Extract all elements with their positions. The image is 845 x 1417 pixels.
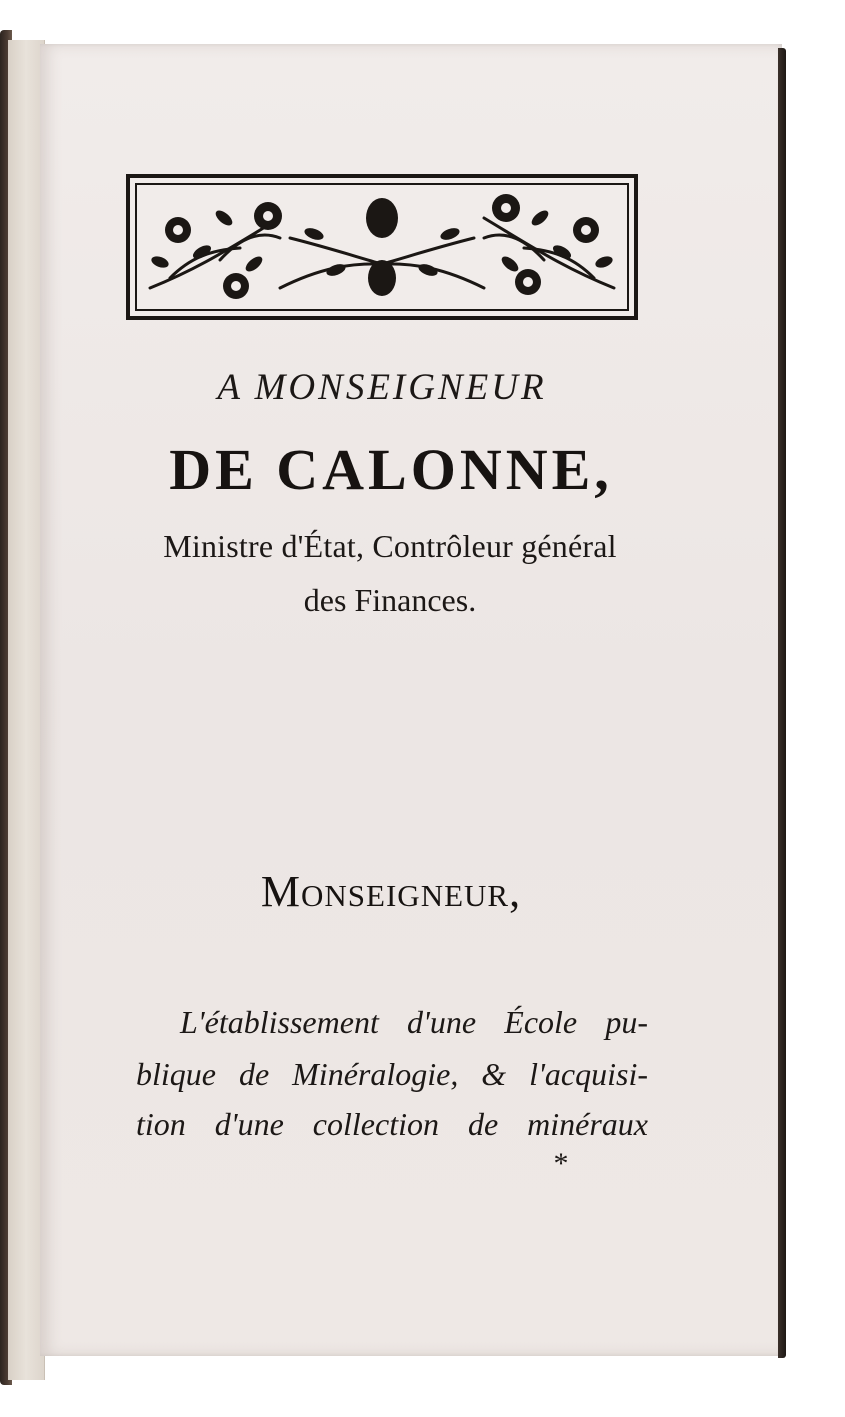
body-line-2: blique de Minéralogie, & l'acquisi- (136, 1056, 648, 1092)
salutation: Monseigneur, (260, 867, 522, 916)
dedication-title-line-2: des Finances. (303, 582, 477, 618)
body-line-1: L'établissement d'une École pu- (180, 1004, 648, 1040)
dedication-name: DE CALONNE, (169, 437, 613, 502)
floral-headpiece-icon (126, 174, 638, 320)
book-cover-edge (778, 48, 786, 1358)
dedication-line-1: A MONSEIGNEUR (217, 367, 547, 408)
body-line-3: tion d'une collection de minéraux (136, 1106, 648, 1142)
dedication-title-line-1: Ministre d'État, Contrôleur général (163, 528, 617, 564)
signature-mark: * (553, 1147, 569, 1180)
